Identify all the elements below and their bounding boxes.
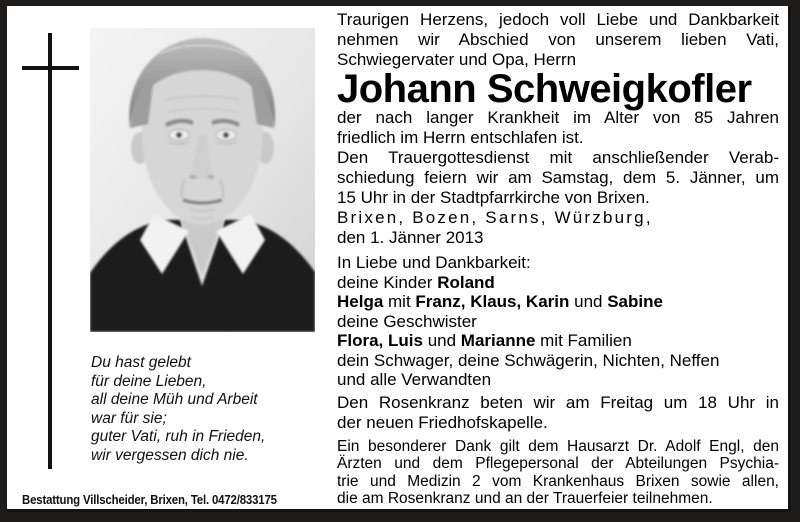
service-paragraph xyxy=(337,148,779,208)
death-paragraph xyxy=(337,108,779,148)
family-line: deine Geschwister xyxy=(337,311,477,331)
text-line: trie und Medizin 2 vom Krankenhaus Brixen sowie allen, xyxy=(337,472,779,490)
date-line: den 1. Jänner 2013 xyxy=(337,228,484,247)
text-line: Den Rosenkranz beten wir am Freitag um 18 Uhr in xyxy=(337,392,779,412)
text-line: die am Rosenkranz und an der Trauerfeier teilnehmen. xyxy=(337,490,713,507)
family-block xyxy=(337,253,779,390)
family-line: und alle Verwandten xyxy=(337,370,492,389)
family-line: dein Schwager, deine Schwägerin, Nichten, Neffen xyxy=(337,350,720,370)
thanks-paragraph xyxy=(337,438,779,508)
places-line: Brixen, Bozen, Sarns, Würzburg, xyxy=(337,208,653,227)
notice-text-column xyxy=(337,10,779,508)
rosary-paragraph xyxy=(337,393,779,433)
text-line: Ein besonderer Dank gilt dem Hausarzt Dr. Adolf Engl, den xyxy=(337,437,779,455)
text-line: Schwiegervater und Opa, Herrn xyxy=(337,50,577,69)
text-line: Du hast gelebt xyxy=(91,354,191,371)
text-line: der nach langer Krankheit im Alter von 85 Jahren xyxy=(337,108,779,127)
family-line: In Liebe und Dankbarkeit: xyxy=(337,253,531,272)
family-line: Helga mit Franz, Klaus, Karin und Sabine xyxy=(337,292,663,311)
text-line: Den Trauergottesdienst mit anschließender Verab- xyxy=(337,148,779,167)
text-line: 15 Uhr in der Stadtpfarrkirche von Brixen. xyxy=(337,188,650,207)
text-line: all deine Müh und Arbeit xyxy=(91,391,258,408)
text-line: Ärzten und dem Pflegepersonal der Abteilungen Psychia- xyxy=(337,455,779,472)
text-line: guter Vati, ruh in Frieden, xyxy=(91,428,266,445)
intro-paragraph xyxy=(337,10,779,70)
cross-vertical-bar xyxy=(48,33,52,469)
portrait-svg xyxy=(90,28,315,332)
text-line: der neuen Friedhofskapelle. xyxy=(337,412,548,432)
obituary-card xyxy=(7,6,791,512)
text-line: friedlich im Herrn entschlafen ist. xyxy=(337,128,584,147)
memorial-poem xyxy=(91,354,321,465)
family-line: deine Kinder Roland xyxy=(337,272,495,292)
text-line: nehmen wir Abschied von unserem lieben Vati, xyxy=(337,30,779,49)
family-line: Flora, Luis und Marianne mit Familien xyxy=(337,331,632,350)
text-line: für deine Lieben, xyxy=(91,372,207,390)
text-line: wir vergessen dich nie. xyxy=(91,446,249,464)
deceased-name: Johann Schweigkofler xyxy=(337,67,752,111)
text-line: schiedung feiern wir am Samstag, dem 5. Jänner, um xyxy=(337,168,779,187)
portrait-photo xyxy=(90,28,315,332)
funeral-home-line: Bestattung Villscheider, Brixen, Tel. 0472/833175 xyxy=(22,492,277,507)
text-line: war für sie; xyxy=(91,409,167,427)
text-line: Traurigen Herzens, jedoch voll Liebe und Dankbarkeit xyxy=(337,10,779,29)
cross-horizontal-bar xyxy=(22,66,79,70)
